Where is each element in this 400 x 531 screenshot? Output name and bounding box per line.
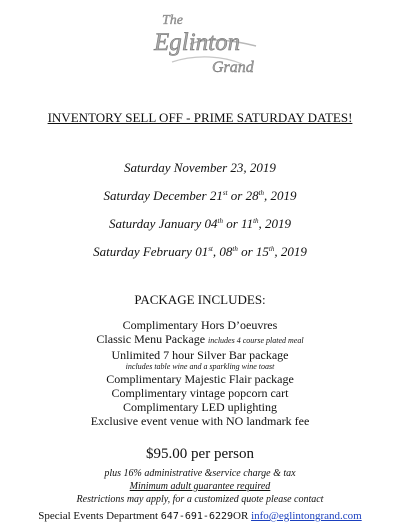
date-ordinal-suffix: st (208, 245, 213, 253)
date-line (0, 245, 400, 258)
date-text: , 08 (212, 244, 233, 259)
department-label: Special Events Department (38, 510, 159, 522)
date-text: or 11 (222, 216, 254, 231)
service-charge-note: plus 16% administrative &service charge & tax (104, 468, 296, 479)
date-ordinal-suffix: th (258, 189, 265, 197)
package-title: PACKAGE INCLUDES: (134, 292, 266, 307)
eglinton-grand-logo (132, 6, 272, 76)
date-ordinal-suffix: th (232, 245, 238, 253)
terms-block (0, 467, 400, 506)
package-item-note: includes table wine and a sparkling wine toast (125, 362, 275, 371)
price: $95.00 per person (146, 446, 254, 462)
date-line (0, 161, 400, 174)
restrictions-note: Restrictions may apply, for a customized quote please contact (76, 494, 324, 505)
logo-text-eglinton: Eglinton (154, 29, 241, 56)
package-list (0, 318, 400, 428)
dates-list (0, 161, 400, 273)
date-text: Saturday December 21 (103, 188, 223, 203)
package-item-label: Complimentary LED uplighting (123, 400, 277, 414)
package-item-label: Exclusive event venue with NO landmark fee (90, 414, 310, 428)
package-item (0, 386, 400, 400)
package-item (0, 332, 400, 348)
logo-icon (132, 6, 272, 76)
logo-text-grand: Grand (212, 59, 254, 76)
date-text: Saturday November 23, 2019 (124, 160, 276, 175)
email-link[interactable]: info@eglintongrand.com (251, 510, 362, 522)
logo-text-the: The (162, 13, 183, 28)
date-ordinal-suffix: th (268, 245, 275, 253)
package-item (0, 348, 400, 362)
date-ordinal-suffix: th (217, 217, 223, 225)
date-text: or 15 (237, 244, 269, 259)
package-item-label: Classic Menu Package (96, 332, 209, 346)
package-item-label: Complimentary Hors D’oeuvres (122, 318, 278, 332)
package-item (0, 318, 400, 332)
date-ordinal-suffix: st (222, 189, 228, 197)
or-label: OR (233, 510, 252, 522)
phone-number: 647-691-6229 (160, 511, 234, 522)
package-item-detail: includes 4 course plated meal (208, 336, 304, 345)
package-item (0, 414, 400, 428)
date-text: Saturday February 01 (93, 244, 209, 259)
date-line (0, 217, 400, 230)
package-item-label: Complimentary Majestic Flair package (106, 372, 294, 386)
page-heading: INVENTORY SELL OFF - PRIME SATURDAY DATES! (47, 110, 353, 125)
date-line (0, 189, 400, 202)
date-text: or 28 (227, 188, 259, 203)
date-ordinal-suffix: th (253, 217, 259, 225)
date-text: , 2019 (258, 216, 292, 231)
date-text: , 2019 (274, 244, 307, 259)
package-item (0, 400, 400, 414)
package-item (0, 372, 400, 386)
date-text: Saturday January 04 (108, 216, 218, 231)
minimum-guarantee-note: Minimum adult guarantee required (129, 481, 271, 492)
date-text: , 2019 (264, 188, 297, 203)
package-item-label: Complimentary vintage popcorn cart (111, 386, 289, 400)
package-item-label: Unlimited 7 hour Silver Bar package (111, 348, 289, 362)
contact-line (0, 510, 400, 522)
